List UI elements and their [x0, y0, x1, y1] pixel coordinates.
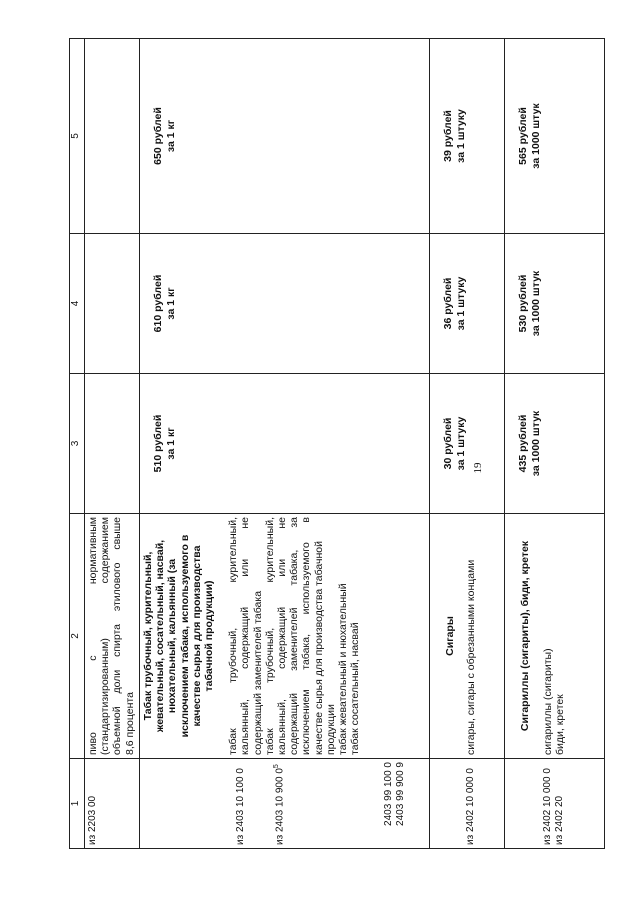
- rate-cell: [430, 39, 505, 234]
- description-line: качестве сырья для производства табачной: [312, 541, 325, 755]
- description-line: (стандартизированным) содержанием: [99, 517, 112, 755]
- header-cell: 3: [70, 374, 85, 514]
- rate-value: 530 рублей: [517, 274, 529, 333]
- code-text: из 2403 10 900 $0^5$: [273, 764, 286, 845]
- description-line: табак трубочный, курительный,: [227, 517, 240, 755]
- header-cell: 2: [70, 514, 85, 759]
- group-title: Сигары: [444, 616, 456, 656]
- rate-unit: за 1 штуку: [455, 416, 467, 471]
- rate-cell: [505, 39, 605, 234]
- description-line: объемной доли спирта этилового свыше: [111, 517, 124, 755]
- rate-unit: за 1 штуку: [455, 276, 467, 331]
- code-text: 2403 99 100 0: [383, 762, 395, 826]
- rate-unit: за 1 штуку: [455, 109, 467, 163]
- table-row: [430, 39, 505, 849]
- description-line: табак трубочный, курительный,: [263, 517, 276, 755]
- description-line: содержащий заменителей табака, за: [288, 517, 301, 755]
- code-text: из 2402 10 000 0: [542, 768, 553, 845]
- rate-cell: [85, 374, 140, 514]
- description-line: сигариллы (сигариты): [542, 648, 555, 755]
- rate-value: 30 рублей: [442, 417, 454, 470]
- rate-cell: [85, 39, 140, 234]
- header-cell: 1: [70, 759, 85, 849]
- code-text: из 2402 10 000 0: [465, 768, 476, 845]
- rate-cell: [140, 39, 430, 234]
- description-cell: [85, 514, 140, 759]
- description-cell: [505, 514, 605, 759]
- header-row: [70, 39, 85, 849]
- rate-cell: [505, 234, 605, 374]
- rate-cell: [430, 234, 505, 374]
- rate-cell: [505, 374, 605, 514]
- description-cell: [430, 514, 505, 759]
- rate-cell: [430, 374, 505, 514]
- rate-value: 39 рублей: [442, 110, 454, 162]
- table-row: [140, 39, 430, 849]
- header-cell: 4: [70, 234, 85, 374]
- code-text: 2403 99 900 9: [395, 762, 407, 826]
- rate-unit: за 1 кг: [165, 287, 177, 320]
- rate-cell: [140, 374, 430, 514]
- header-cell: 5: [70, 39, 85, 234]
- page-number: 19: [472, 462, 484, 474]
- rate-value: 650 рублей: [152, 107, 164, 165]
- description-line: кальянный, содержащий или не: [239, 517, 252, 755]
- rate-cell: [140, 234, 430, 374]
- description-line: биди, кретек: [554, 694, 567, 755]
- rotated-page-content: [69, 39, 605, 849]
- rate-unit: за 1000 штук: [530, 103, 542, 169]
- code-text: из 2203 00: [87, 795, 98, 845]
- rate-unit: за 1000 штук: [530, 410, 542, 477]
- description-line: продукции: [324, 704, 337, 755]
- description-line: исключением табака, используемого в: [300, 517, 313, 755]
- code-text: из 2403 10 100 0: [235, 768, 246, 845]
- group-title: Табак трубочный, курительный, жевательный, сосательный, насвай, нюхательный, кальянный (за исключением табака, используемого в качестве сырья для производства табачной продукции): [142, 534, 216, 738]
- description-line: пиво с нормативным: [87, 517, 99, 755]
- code-text: из 2402 20: [554, 795, 565, 845]
- code-cell: [85, 759, 140, 849]
- description-line: табак сосательный, насвай: [349, 622, 362, 755]
- description-line: 8,6 процента: [123, 692, 136, 755]
- code-cell: [505, 759, 605, 849]
- rate-unit: за 1000 штук: [530, 270, 542, 337]
- code-cell: [140, 759, 430, 849]
- rate-value: 510 рублей: [152, 414, 164, 473]
- description-line: кальянный, содержащий или не: [276, 517, 289, 755]
- table-row: [505, 39, 605, 849]
- rate-unit: за 1 кг: [165, 119, 177, 153]
- description-line: сигары, сигары с обрезанными концами: [465, 559, 478, 755]
- description-cell: [140, 514, 430, 759]
- description-line: табак жевательный и нюхательный: [337, 583, 350, 755]
- rate-value: 565 рублей: [517, 107, 529, 165]
- rate-value: 435 рублей: [517, 414, 529, 473]
- table-row: [85, 39, 140, 849]
- rate-value: 36 рублей: [442, 277, 454, 330]
- rate-value: 610 рублей: [152, 274, 164, 333]
- description-line: содержащий заменителей табака: [251, 590, 264, 755]
- tariff-table: [69, 38, 605, 849]
- group-title: Сигариллы (сигариты), биди, кретек: [519, 540, 531, 732]
- rate-cell: [85, 234, 140, 374]
- code-cell: [430, 759, 505, 849]
- rate-unit: за 1 кг: [165, 427, 177, 460]
